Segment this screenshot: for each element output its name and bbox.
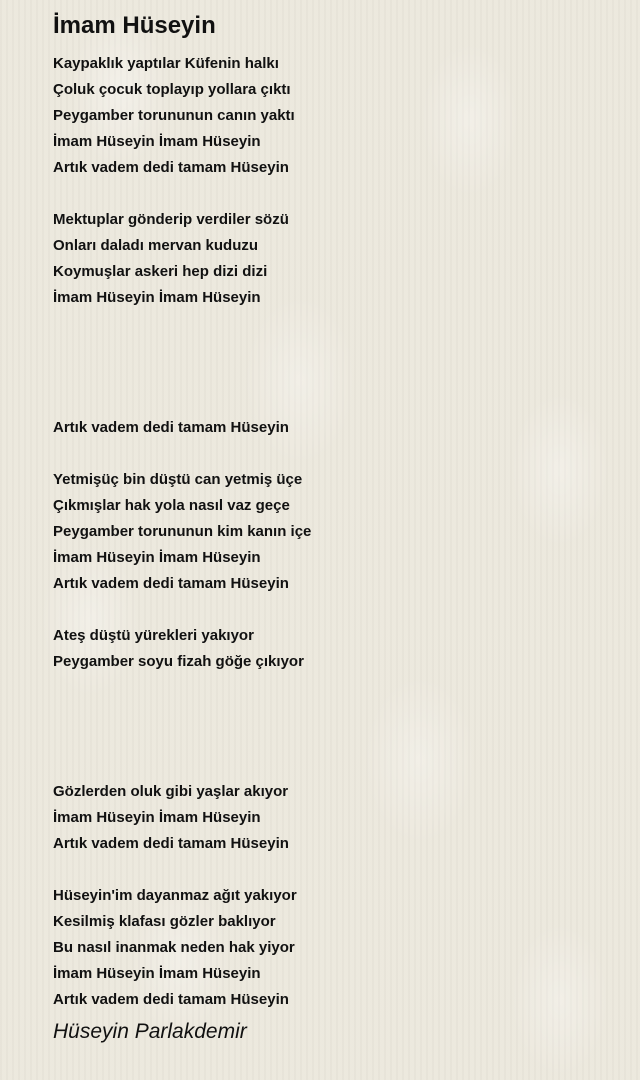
poem-line: Onları daladı mervan kuduzu xyxy=(53,237,259,254)
poem-line: Artık vadem dedi tamam Hüseyin xyxy=(53,575,289,592)
poem-line: Koymuşlar askeri hep dizi dizi xyxy=(53,263,268,280)
stanza-7 xyxy=(53,883,311,1013)
poem-title: İmam Hüseyin xyxy=(53,12,216,39)
stanza-4 xyxy=(53,467,311,597)
stanza-2 xyxy=(53,207,311,311)
poem-line: Mektuplar gönderip verdiler sözü xyxy=(53,211,289,228)
stanza-gap xyxy=(53,441,311,467)
stanza-5 xyxy=(53,623,311,675)
poem-line: Kaypaklık yaptılar Küfenin halkı xyxy=(53,55,279,72)
stanza-gap xyxy=(53,857,311,883)
poem-line: İmam Hüseyin İmam Hüseyin xyxy=(53,289,261,306)
poem-line: Ateş düştü yürekleri yakıyor xyxy=(53,627,254,644)
poem-author: Hüseyin Parlakdemir xyxy=(53,1020,247,1043)
poem-line: Bu nasıl inanmak neden hak yiyor xyxy=(53,939,295,956)
stanza-1 xyxy=(53,51,311,181)
poem-line: Yetmişüç bin düştü can yetmiş üçe xyxy=(53,471,303,488)
poem-line: Peygamber torununun kim kanın içe xyxy=(53,523,312,540)
poem-line: Artık vadem dedi tamam Hüseyin xyxy=(53,419,289,436)
poem-body xyxy=(53,51,311,1013)
poem-line: Kesilmiş klafası gözler baklıyor xyxy=(53,913,276,930)
stanza-gap xyxy=(53,675,311,779)
poem-line: İmam Hüseyin İmam Hüseyin xyxy=(53,965,261,982)
stanza-gap xyxy=(53,597,311,623)
poem-line: Artık vadem dedi tamam Hüseyin xyxy=(53,159,289,176)
poem-line: Çoluk çocuk toplayıp yollara çıktı xyxy=(53,81,291,98)
poem-line: İmam Hüseyin İmam Hüseyin xyxy=(53,133,261,150)
poem-line: Çıkmışlar hak yola nasıl vaz geçe xyxy=(53,497,290,514)
poem-line: Artık vadem dedi tamam Hüseyin xyxy=(53,835,289,852)
poem-line: İmam Hüseyin İmam Hüseyin xyxy=(53,809,261,826)
poem-line: Peygamber soyu fizah göğe çıkıyor xyxy=(53,653,304,670)
poem-line: Hüseyin'im dayanmaz ağıt yakıyor xyxy=(53,887,297,904)
poem-line: Artık vadem dedi tamam Hüseyin xyxy=(53,991,289,1008)
stanza-gap xyxy=(53,181,311,207)
poem-line: Gözlerden oluk gibi yaşlar akıyor xyxy=(53,783,289,800)
poem-line: İmam Hüseyin İmam Hüseyin xyxy=(53,549,261,566)
stanza-3 xyxy=(53,415,311,441)
poem-line: Peygamber torununun canın yaktı xyxy=(53,107,295,124)
stanza-6 xyxy=(53,779,311,857)
stanza-gap xyxy=(53,311,311,415)
